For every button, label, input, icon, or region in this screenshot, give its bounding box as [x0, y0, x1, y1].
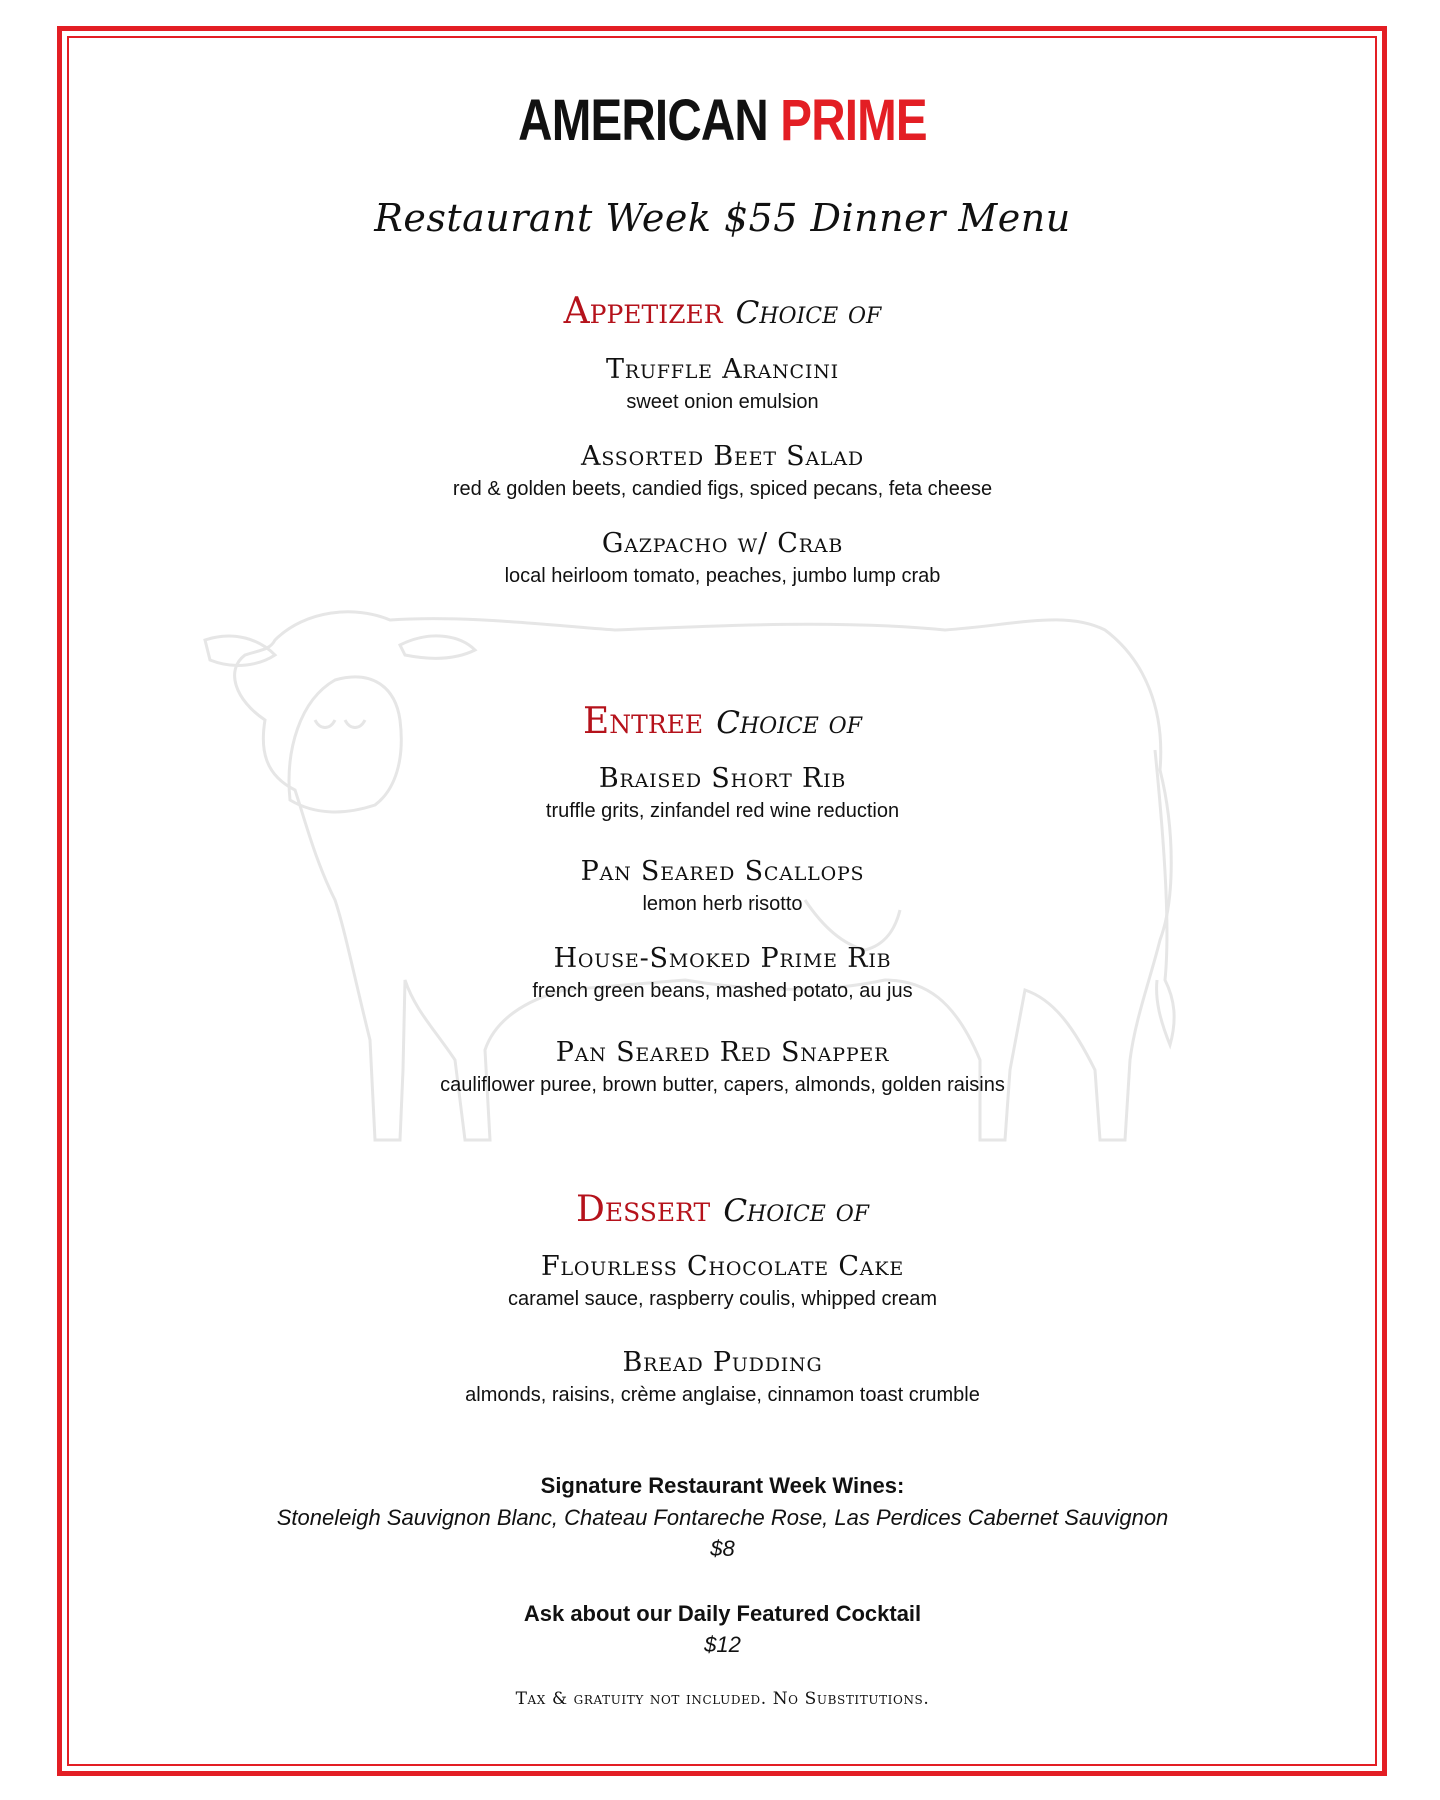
menu-item-description: caramel sauce, raspberry coulis, whipped cream [507, 1288, 938, 1311]
menu-item [70, 1251, 1375, 1311]
footer-note: Tax & gratuity not included. No Substitutions. [515, 1689, 930, 1709]
menu-item [70, 763, 1375, 823]
section-name: Entree [583, 701, 704, 742]
menu-item-description: local heirloom tomato, peaches, jumbo lump crab [504, 565, 941, 588]
menu-item [70, 1347, 1375, 1407]
menu-item-name: Braised Short Rib [598, 763, 847, 794]
menu-item-name: Flourless Chocolate Cake [540, 1251, 904, 1282]
section-choice-label: Choice of [735, 295, 882, 331]
menu-item-name: Pan Seared Scallops [580, 856, 865, 887]
wines-list: Stoneleigh Sauvignon Blanc, Chateau Fontareche Rose, Las Perdices Cabernet Sauvignon [276, 1505, 1169, 1530]
section-heading-entree [70, 700, 1375, 743]
menu-item-description: almonds, raisins, crème anglaise, cinnamon toast crumble [465, 1384, 980, 1407]
menu-item-description: lemon herb risotto [642, 893, 803, 916]
menu-item-description: sweet onion emulsion [626, 391, 819, 414]
wines-heading: Signature Restaurant Week Wines: [540, 1473, 905, 1498]
menu-item [70, 856, 1375, 916]
menu-item [70, 441, 1375, 501]
logo-word-prime: PRIME [780, 88, 927, 153]
cocktail-heading: Ask about our Daily Featured Cocktail [523, 1601, 922, 1626]
menu-item [70, 528, 1375, 588]
restaurant-logo [187, 88, 1257, 153]
menu-item-name: Pan Seared Red Snapper [555, 1037, 890, 1068]
wines-price: $8 [710, 1536, 735, 1561]
menu-item [70, 943, 1375, 1003]
menu-item-name: Bread Pudding [622, 1347, 823, 1378]
menu-item-description: french green beans, mashed potato, au jus [532, 980, 913, 1003]
section-name: Dessert [575, 1189, 711, 1230]
menu-item-name: Gazpacho w/ Crab [601, 528, 844, 559]
menu-subtitle: Restaurant Week $55 Dinner Menu [374, 196, 1071, 240]
menu-item-name: Truffle Arancini [606, 354, 839, 385]
menu-item-name: Assorted Beet Salad [581, 441, 864, 472]
cocktail-price: $12 [704, 1632, 741, 1657]
menu-item [70, 354, 1375, 414]
menu-item-description: truffle grits, zinfandel red wine reduction [545, 800, 900, 823]
menu-item [70, 1037, 1375, 1097]
section-heading-appetizer [70, 290, 1375, 333]
menu-item-description: red & golden beets, candied figs, spiced pecans, feta cheese [452, 478, 993, 501]
section-heading-dessert [70, 1188, 1375, 1231]
section-name: Appetizer [563, 291, 723, 332]
menu-item-description: cauliflower puree, brown butter, capers, almonds, golden raisins [440, 1074, 1005, 1097]
section-choice-label: Choice of [723, 1193, 869, 1229]
section-choice-label: Choice of [716, 705, 862, 741]
logo-word-american: AMERICAN [518, 88, 768, 153]
menu-item-name: House-Smoked Prime Rib [553, 943, 892, 974]
